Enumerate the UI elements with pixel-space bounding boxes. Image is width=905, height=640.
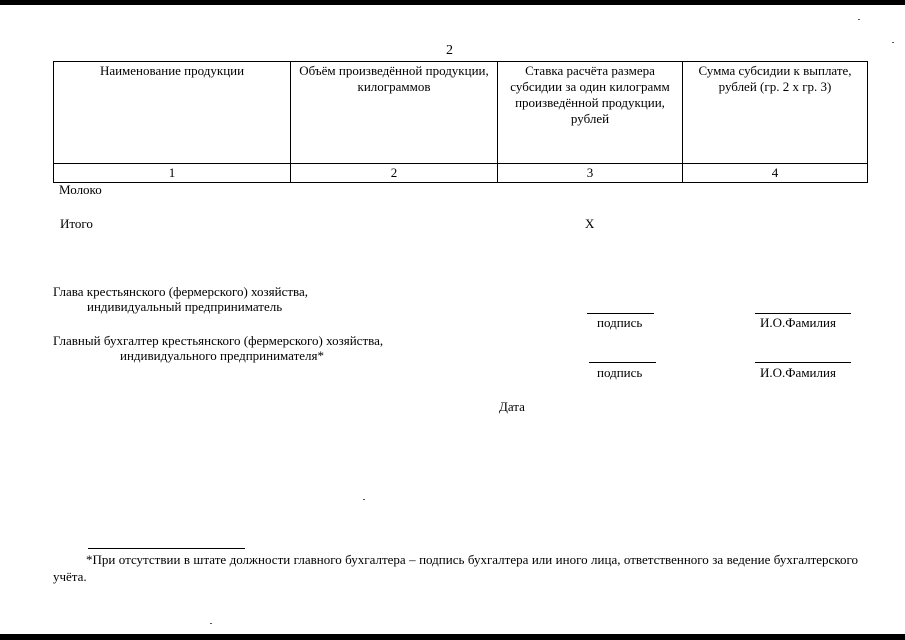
footnote: *При отсутствии в штате должности главного бухгалтера – подпись бухгалтера или иного лица, ответственного за ведение бухгалтерского учёта. [53,552,858,584]
total-rate-mark: Х [585,216,595,231]
accountant-signature-caption: подпись [597,365,643,380]
column-number: 2 [291,164,498,183]
head-name-caption: И.О.Фамилия [760,315,836,330]
head-title-line1: Глава крестьянского (фермерского) хозяйства, [53,284,309,299]
scan-speck [858,19,860,20]
scan-speck [363,499,365,500]
header-volume: Объём произведённой продукции, килограммов [291,62,498,164]
scan-edge-bottom [0,634,905,640]
column-number: 3 [498,164,683,183]
header-subsidy-sum: Сумма субсидии к выплате, рублей (гр. 2 х гр. 3) [683,62,868,164]
accountant-title-line1: Главный бухгалтер крестьянского (фермерского) хозяйства, [53,333,384,348]
page-number: 2 [446,43,453,58]
head-title-line2: индивидуальный предприниматель [87,299,283,314]
scan-speck [210,623,212,624]
accountant-name-caption: И.О.Фамилия [760,365,836,380]
accountant-name-line [755,362,851,363]
header-rate: Ставка расчёта размера субсидии за один килограмм произведённой продукции, рублей [498,62,683,164]
accountant-title-line2: индивидуального предпринимателя* [120,348,325,363]
row-label-total: Итого [60,216,93,231]
table-header-row [54,62,868,164]
footnote-separator [88,548,245,549]
subsidy-table [53,61,868,183]
date-label: Дата [499,399,525,414]
column-number-row [54,164,868,183]
head-signature-line [587,313,654,314]
head-signature-caption: подпись [597,315,643,330]
accountant-signature-line [589,362,656,363]
head-name-line [755,313,851,314]
scan-speck [892,42,894,43]
header-product-name: Наименование продукции [54,62,291,164]
column-number: 4 [683,164,868,183]
column-number: 1 [54,164,291,183]
scan-edge-top [0,0,905,5]
row-label-milk: Молоко [59,182,102,197]
